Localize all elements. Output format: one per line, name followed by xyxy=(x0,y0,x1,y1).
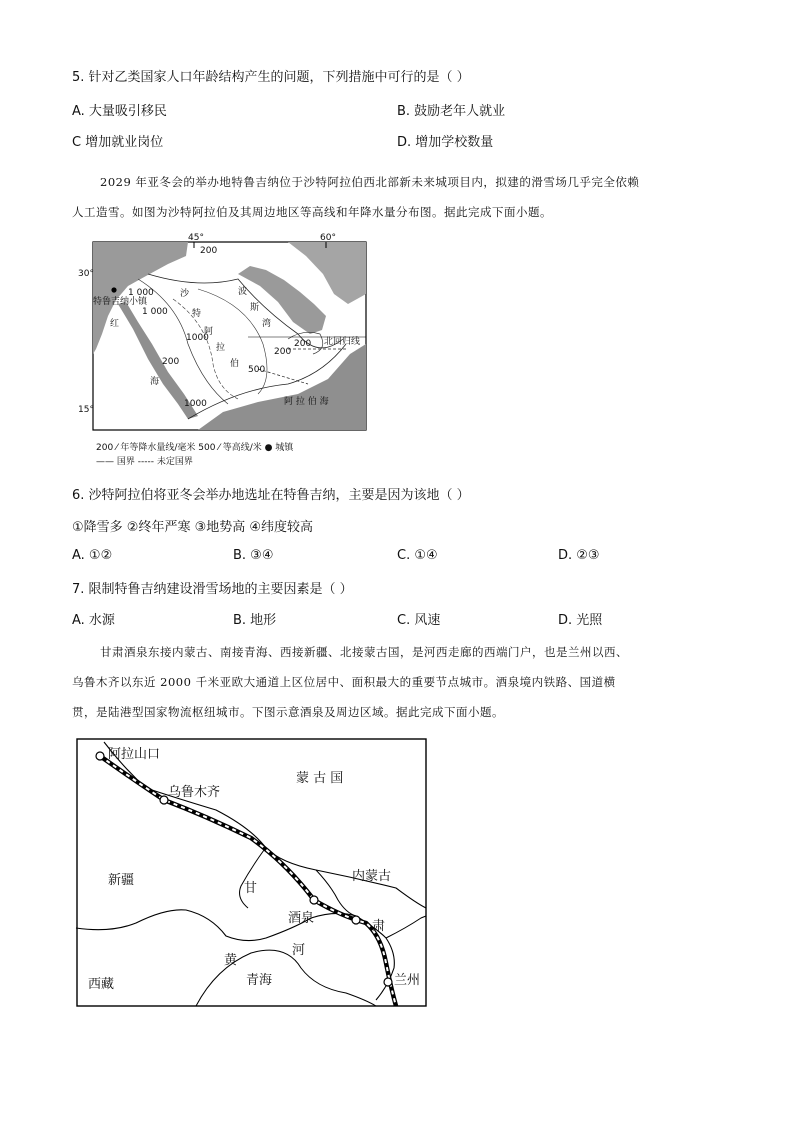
q5-option-a[interactable]: A. 大量吸引移民 xyxy=(72,104,167,119)
lon-label-60: 60° xyxy=(320,233,336,243)
qinghai-label: 青海 xyxy=(246,973,273,988)
gan-label: 甘 xyxy=(244,881,258,896)
map-legend-line2: —— 国界 ----- 未定国界 xyxy=(96,457,193,467)
su-label: 肃 xyxy=(372,919,386,934)
q5-option-b[interactable]: B. 鼓励老年人就业 xyxy=(397,104,506,119)
country-char: 拉 xyxy=(216,343,226,353)
alashankou-label: 阿拉山口 xyxy=(108,747,161,762)
xinjiang-label: 新疆 xyxy=(108,873,135,888)
q7-option-d[interactable]: D. 光照 xyxy=(558,613,603,628)
q6-stem: 6. 沙特阿拉伯将亚冬会举办地选址在特鲁吉纳，主要是因为该地（ ） xyxy=(72,488,470,503)
contour-label: 500 xyxy=(248,365,266,375)
tropic-label: 北回归线 xyxy=(324,337,361,347)
contour-label: 200 xyxy=(294,339,312,349)
red-sea-label: 红 xyxy=(110,319,120,329)
urumqi-label: 乌鲁木齐 xyxy=(168,785,221,800)
jiuquan-map xyxy=(76,738,428,1008)
passage2-line2: 乌鲁木齐以东近 2000 千米亚欧大通道上区位居中、面积最大的重要节点城市。酒泉境内铁路、国道横 xyxy=(72,675,616,689)
contour-label: 1 000 xyxy=(142,307,168,317)
country-char: 特 xyxy=(192,309,202,319)
q5-option-c[interactable]: C 增加就业岗位 xyxy=(72,135,164,150)
persian-gulf-label: 斯 xyxy=(250,303,260,313)
city-label: 特鲁吉纳小镇 xyxy=(93,297,148,307)
passage2-line1: 甘肃酒泉东接内蒙古、南接青海、西接新疆、北接蒙古国，是河西走廊的西端门户，也是兰州以西、 xyxy=(100,645,628,659)
contour-label: 1000 xyxy=(186,333,209,343)
lat-label-30: 30° xyxy=(78,269,94,279)
country-char: 伯 xyxy=(230,359,240,369)
xizang-label: 西藏 xyxy=(88,977,115,992)
q5-option-d[interactable]: D. 增加学校数量 xyxy=(397,135,494,150)
contour-label: 200 xyxy=(162,357,180,367)
q7-option-b[interactable]: B. 地形 xyxy=(233,613,277,628)
contour-label: 1 000 xyxy=(128,288,154,298)
saudi-map xyxy=(78,233,388,470)
jiuquan-label: 酒泉 xyxy=(288,911,315,926)
lat-label-15: 15° xyxy=(78,405,94,415)
huang-label: 黄 xyxy=(224,953,238,968)
mongolia-label: 蒙 古 国 xyxy=(296,771,344,786)
q7-option-c[interactable]: C. 风速 xyxy=(397,613,441,628)
contour-label: 1000 xyxy=(184,399,207,409)
q5-stem: 5. 针对乙类国家人口年龄结构产生的问题，下列措施中可行的是（ ） xyxy=(72,70,470,85)
passage1-line2: 人工造雪。如图为沙特阿拉伯及其周边地区等高线和年降水量分布图。据此完成下面小题。 xyxy=(72,205,552,219)
he-label: 河 xyxy=(292,943,306,958)
lanzhou-label: 兰州 xyxy=(394,973,421,988)
country-char: 阿 xyxy=(204,327,214,337)
q6-option-b[interactable]: B. ③④ xyxy=(233,548,274,563)
inner-mongolia-label: 内蒙古 xyxy=(352,869,392,884)
q6-items: ①降雪多 ②终年严寒 ③地势高 ④纬度较高 xyxy=(72,520,314,535)
country-char: 沙 xyxy=(180,289,190,299)
q6-option-d[interactable]: D. ②③ xyxy=(558,548,600,563)
contour-label: 200 xyxy=(274,347,292,357)
passage1-line1: 2029 年亚冬会的举办地特鲁吉纳位于沙特阿拉伯西北部新未来城项目内，拟建的滑雪场几乎完全依赖 xyxy=(100,175,640,189)
contour-label: 200 xyxy=(200,246,218,256)
q7-option-a[interactable]: A. 水源 xyxy=(72,613,115,628)
q6-option-a[interactable]: A. ①② xyxy=(72,548,113,563)
red-sea-label: 海 xyxy=(150,377,160,387)
q6-option-c[interactable]: C. ①④ xyxy=(397,548,438,563)
lon-label-45: 45° xyxy=(188,233,204,243)
persian-gulf-label: 波 xyxy=(238,287,248,297)
q7-stem: 7. 限制特鲁吉纳建设滑雪场地的主要因素是（ ） xyxy=(72,582,353,597)
arabian-sea-label: 阿 拉 伯 海 xyxy=(284,397,329,407)
map-legend-line1: 200 ⁄ 年等降水量线/毫米 500 ⁄ 等高线/米 ● 城镇 xyxy=(96,443,294,453)
persian-gulf-label: 湾 xyxy=(262,319,272,329)
passage2-line3: 贯，是陆港型国家物流枢纽城市。下图示意酒泉及周边区域。据此完成下面小题。 xyxy=(72,705,504,719)
